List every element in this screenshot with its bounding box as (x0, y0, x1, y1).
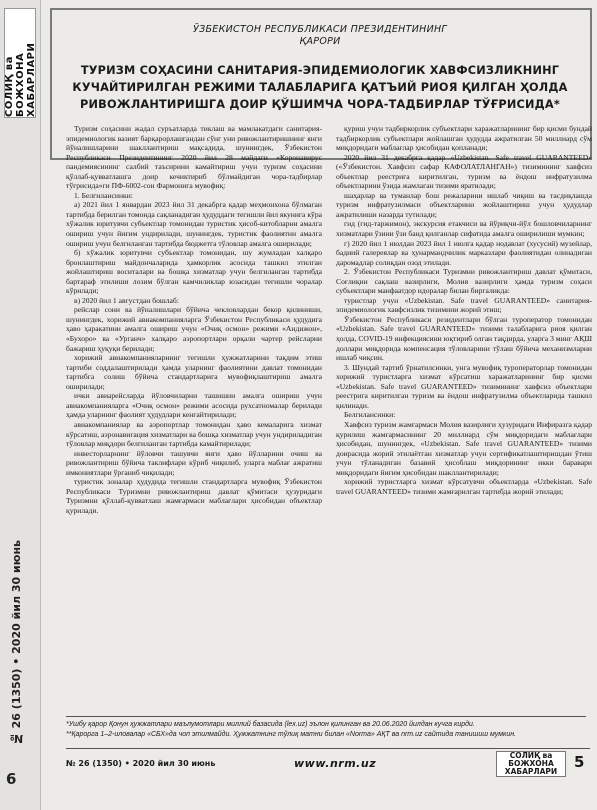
article-paragraph: г) 2020 йил 1 июлдан 2023 йил 1 июлга қадар нодавлат (хусусий) музейлар, бадиий галереялар ва ҳунармандчилик марказлари фаолиятидан олинадиган даромадлар солиқдан озод этилади. (336, 238, 592, 267)
article-paragraph: хорижий авиакомпанияларнинг тегишли ҳужжатларини тақдим этиш тартиби соддалаштирилади ҳамда уларнинг фаолиятини давлат томонидан тартибга солиш бўйича стандартларига мувофиқлаштириш амалга оширилади; (66, 353, 322, 391)
article-paragraph: 2020 йил 31 декабрга қадар «Uzbekistan. Safe travel GUARANTEED» («Ўзбекистон. Хавфсиз сафар КАФОЛАТЛАНГАН») тизимининг хавфсиз объектлар реестрига киритилган, туризм ва ёндош инфратузилма объектларини ўзида жамлаган тизими яратилади; (336, 152, 592, 191)
footer-logo-line: БОЖХОНА ХАБАРЛАРИ (504, 759, 558, 776)
article-paragraph: туристик зоналар ҳудудида тегишли стандартларга мувофиқ Ўзбекистон Республикаси Туризмни ривожлантириш давлат қўмитаси ҳузуридаги Туризмни қўллаб-қувватлаш жамғармаси маблағлари ҳисобидан объектлар қурилади. (66, 477, 322, 515)
footer-masthead-logo (496, 751, 566, 777)
footnotes (66, 716, 586, 740)
article-paragraph: 2. Ўзбекистон Республикаси Туризмни ривожлантириш давлат қўмитаси, Соғлиқни сақлаш вазирлиги, Молия вазирлиги ҳамда туризм соҳаси субъектлари манфаатдор идоралар билан биргаликда: (336, 267, 592, 296)
side-page-number: 6 (6, 770, 17, 788)
headline-line: ТУРИЗМ СОҲАСИНИ САНИТАРИЯ-ЭПИДЕМИОЛОГИК ХАВФСИЗЛИКНИНГ (80, 64, 560, 77)
footer-logo-line: СОЛИҚ ва (509, 751, 553, 760)
side-strip (0, 0, 41, 810)
decree-title-line: ЎЗБЕКИСТОН РЕСПУБЛИКАСИ ПРЕЗИДЕНТИНИНГ (192, 24, 448, 35)
footer-url-link[interactable]: www.nrm.uz (294, 757, 377, 770)
article-paragraph: Хавфсиз туризм жамғармаси Молия вазирлиги ҳузуридаги Инфиразга қадар қурилиш жамғармасининг 20 миллиард сўм миқдоридаги маблағлари ҳисобидан, шунингдек, «Uzbekistan. Safe travel GUARANTEED» тизими доирасида жорий этилаётган хизматлар учун сертификатлаштиришдан ўтиш учун тўланадиган базавий ҳисоблаш миқдорининг икки баравари миқдоридаги йиғим ҳисобидан шакллантирилади; (336, 419, 592, 477)
headline-line: КУЧАЙТИРИЛГАН РЕЖИМИ ТАЛАБЛАРИГА ҚАТЪИЙ РИОЯ ҚИЛГАН ҲОЛДА (72, 81, 568, 94)
text-column-right (336, 124, 592, 496)
decree-title-line: ҚАРОРИ (299, 36, 341, 47)
article-paragraph: ички авиарейсларда йўловчиларни ташишни амалга ошириш учун авиакомпанияларга «Очиқ осмон» режими асосида рухсатномалар берилади ҳамда уларнинг фаолият ҳудудлари кенгайтирилади; (66, 391, 322, 420)
article-paragraph: Белгилансинки: (344, 410, 396, 420)
footnote: *Ушбу қарор Қонун ҳужжатлари маълумотлари миллий базасида (lex.uz) эълон қилинган ва 20.06.2020 йилдан кучга кирди. (66, 721, 475, 728)
decree-title (50, 24, 590, 48)
article-paragraph: инвесторларнинг йўловчи ташувчи янги ҳаво йўлларини очиш ва ривожлантириш бўйича таклифлари кўриб чиқилиб, уларга маблағ ажратиш имкониятлари ўрганиб чиқилади; (66, 448, 322, 477)
article-paragraph: Ўзбекистон Республикаси резидентлари бўлган туроператор томонидан «Uzbekistan. Safe travel GUARANTEED» тизими талабларига риоя қилган ҳолда, COVID-19 инфекциясини юқтириб олган тақдирда, уларга 3 минг АҚШ доллари миқдорида компенсация тўловларини тўлаш бўйича механизмларни ишлаб чиқсин. (336, 314, 592, 363)
article-headline (68, 62, 572, 113)
footer-issue: № 26 (1350) • 2020 йил 30 июнь (66, 759, 216, 768)
article-paragraph: 1. Белгилансинки: (74, 190, 133, 200)
footer-page-number: 5 (574, 753, 585, 771)
article-content (50, 0, 590, 810)
article-paragraph: 3. Шундай тартиб ўрнатилсинки, унга мувофиқ туроператорлар томонидан хорижий туристларга хизмат кўрсатиш харажатларининг бир қисми «Uzbekistan. Safe travel GUARANTEED» тизимининг хавфсиз объектлари реестрига киритилган туризм ва ёндош инфратузилма объектларида ташкил қилинади. (336, 362, 592, 410)
side-logo-text: СОЛИҚ ва БОЖХОНА ХАБАРЛАРИ (3, 42, 37, 117)
text-column-left (66, 124, 322, 515)
side-masthead-logo (4, 8, 36, 118)
article-paragraph: рейслар сони ва йўналишлари бўйича чекловлардан бекор қилиниши, шунингдек, хорижий авиакомпанияларга Ўзбекистон Республикаси ҳудудига ҳаво ҳаракатини амалга ошириш учун «Очиқ осмон» режими «Андижон», «Бухоро» ва «Урганч» халқаро аэропортлари орқали чартер рейсларни бажариш ҳуқуқи берилади; (66, 305, 322, 353)
article-paragraph: б) хўжалик юритувчи субъектлар томонидан, шу жумладан халқаро бронлаштириш майдончаларида ҳамкорлик асосида ташкил этилган жойлаштириш воситалари ва бошқа хизматлар учун белгиланган тартибда бартараф этилиши лозим бўлган камчиликлар юзасидан тегишли чоралар кўрилади; (66, 248, 322, 296)
article-paragraph: авиакомпаниялар ва аэропортлар томонидан ҳаво кемаларига хизмат кўрсатиш, аэронавигация хизматлари ва бошқа хизматлар учун ундириладиган тўловлар миқдори белгиланган тартибда камайтирилади; (66, 419, 322, 449)
side-issue-line: № 26 (1350) • 2020 йил 30 июнь (10, 540, 23, 746)
article-paragraph: в) 2020 йил 1 августдан бошлаб: (74, 295, 179, 305)
article-paragraph: туристлар учун «Uzbekistan. Safe travel GUARANTEED» санитария-эпидемиологик хавфсизлик тизимини жорий этиш; (336, 295, 592, 315)
article-paragraph: қуриш учун тадбиркорлик субъектлари харажатларининг бир қисми бундай тадбиркорлик субъектлари жойлашган ҳудудда ажратилган 50 миллиард сўм миқдоридаги маблағлар ҳисобидан қопланади; (336, 124, 592, 153)
article-paragraph: хорижий туристларга хизмат кўрсатувчи объектларда «Uzbekistan. Safe travel GUARANTEED» тизими жамғарилган тартибда жорий этилади; (336, 477, 592, 496)
headline-line: РИВОЖЛАНТИРИШГА ДОИР ҚЎШИМЧА ЧОРА-ТАДБИРЛАР ТЎҒРИСИДА* (80, 98, 560, 111)
article-paragraph: а) 2021 йил 1 январдан 2023 йил 31 декабрга қадар меҳмонхона бўлмаган тартибда берилган томонда сақланадиган ҳудуддаги тегишли йил якунига кўра хўжалик юритувчи субъектлар томонидан туристик ҳисоб-китобларни амалга ошириш учун йиғим ундирилади, шунингдек, туристик фаолиятни амалга ошириш учун белгиланган тартибда бюджетга тўловлар амалга оширилади; (66, 200, 322, 248)
article-paragraph: Туризм соҳасини жадал суръатларда тиклаш ва мамлакатдаги санитария-эпидемиологик вазият барқарорлашгандан сўнг уни ривожлантиришнинг янги йўналишларини шакллантириш мақсадида, шунингдек, Ўзбекистон Республикаси Президентининг 2020 йил 28 майдаги «Коронавирус пандемиясининг салбий таъсирини камайтириш учун туризм соҳасини қўллаб-қувватлашга доир кечиктириб бўлмайдиган чора-тадбирлар тўғрисида»ги ПФ-6002-сон Фармонига мувофиқ: (66, 124, 322, 191)
article-paragraph: гид (гид-таржимон), экскурсия етакчиси ва йўриқчи-йўл бошловчиларнинг хизматлари ўзини ўзи банд қилганлар сифатида амалга оширилиши мумкин; (336, 219, 592, 239)
footnote: **Қарорга 1–2-иловалар «СБХ»да чоп этилмайди. Ҳужжатнинг тўлиқ матни билан «Norma» АҚТ ва nrm.uz сайтида танишиш мумкин. (66, 731, 517, 738)
article-paragraph: шаҳарлар ва туманлар бош режаларини ишлаб чиқиш ва тасдиқлашда туризм инфратузилмаси объектларини жойлаштириш учун ҳудудлар ажратилиши назарда тутилади; (336, 190, 592, 219)
page-footer (66, 748, 590, 777)
